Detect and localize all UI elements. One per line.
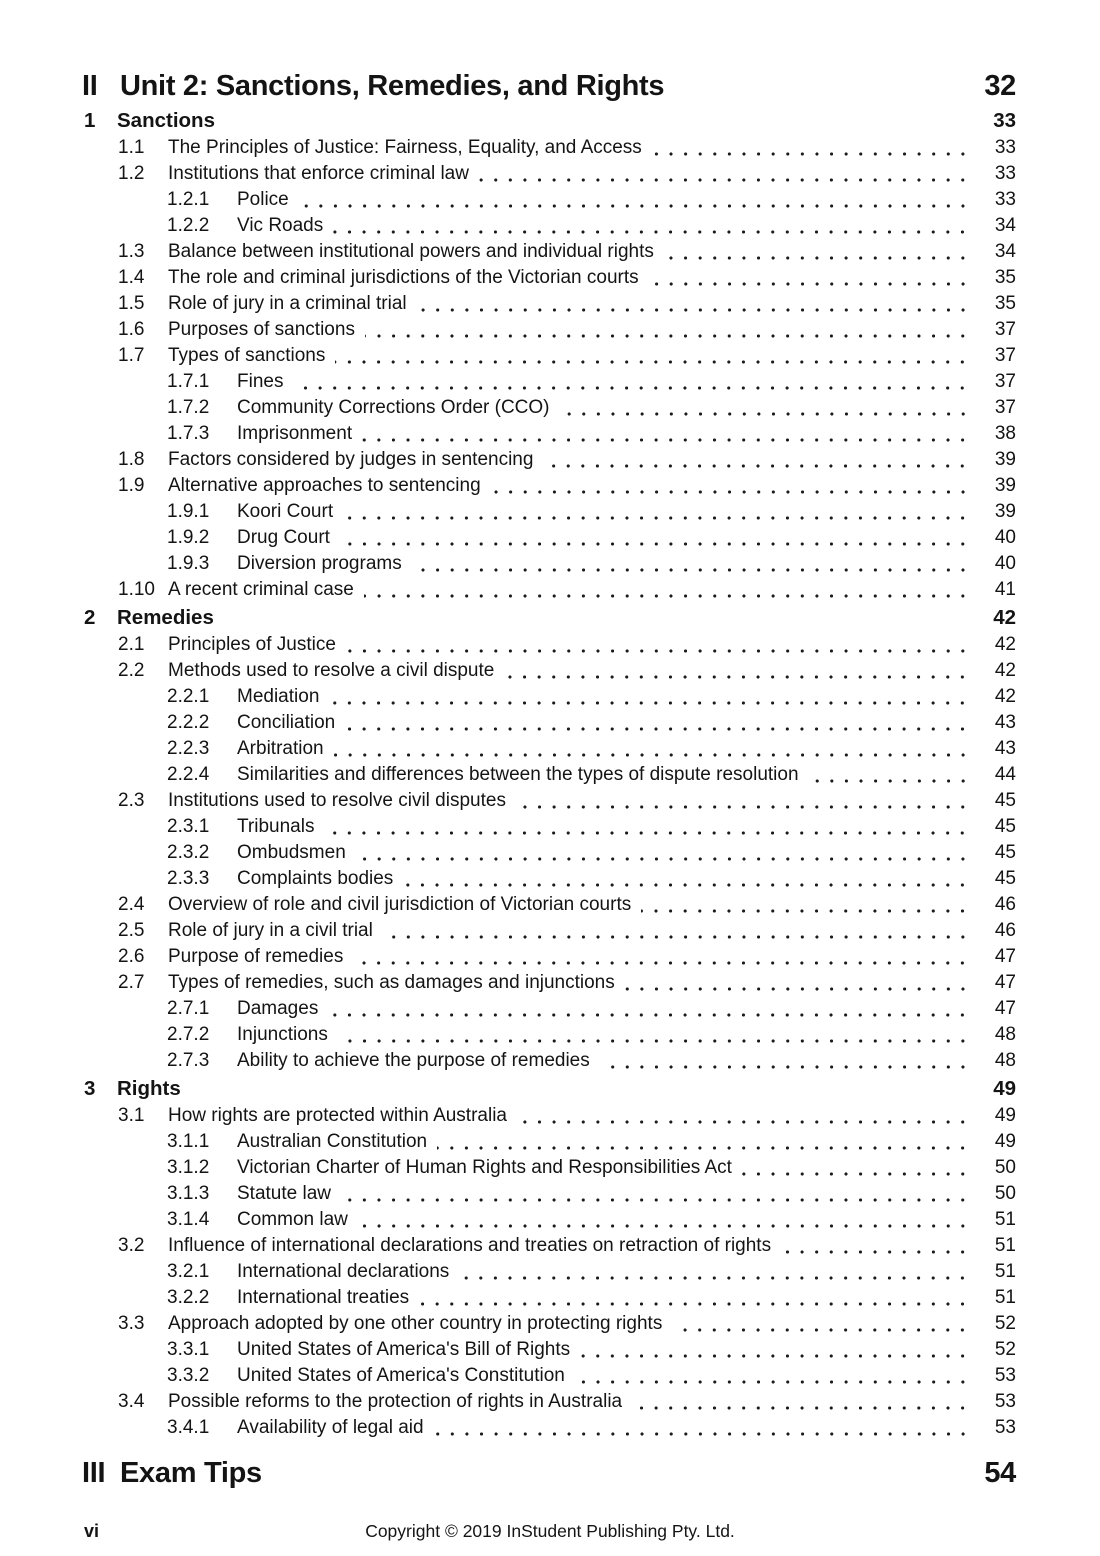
toc-entry-1.9.1[interactable] [0, 499, 1016, 525]
folio-page-number: vi [84, 1521, 100, 1541]
entry-number: 3.2.2 [167, 1287, 210, 1308]
toc-entry-2.5[interactable] [0, 918, 1016, 944]
entry-page: 37 [994, 319, 1016, 340]
entry-title: Common law [237, 1209, 348, 1230]
entry-title: How rights are protected within Australia [168, 1105, 507, 1126]
dot-leader [672, 1328, 970, 1332]
dot-leader [362, 438, 970, 442]
toc-entry-1.2.2[interactable] [0, 213, 1016, 239]
dot-leader [437, 1146, 970, 1150]
entry-number: 2.2.4 [167, 764, 210, 785]
dot-leader [504, 675, 970, 679]
entry-page: 42 [994, 686, 1016, 707]
entry-number: 1.2.1 [167, 189, 210, 210]
entry-title: Purpose of remedies [168, 946, 344, 967]
dot-leader [652, 152, 970, 156]
entry-title: Victorian Charter of Human Rights and Responsibilities Act [237, 1157, 732, 1178]
toc-entry-1[interactable] [0, 106, 1016, 135]
toc-entry-3.1.3[interactable] [0, 1181, 1016, 1207]
entry-title: Tribunals [237, 816, 315, 837]
entry-page: 46 [994, 894, 1016, 915]
entry-title: Australian Constitution [237, 1131, 428, 1152]
entry-page: 37 [994, 397, 1016, 418]
entry-page: 33 [994, 137, 1016, 158]
toc-entry-3.4.1[interactable] [0, 1415, 1016, 1441]
entry-number: 3 [84, 1077, 96, 1100]
entry-title: Alternative approaches to sentencing [168, 475, 481, 496]
entry-title: A recent criminal case [168, 579, 354, 600]
dot-leader [560, 412, 971, 416]
dot-leader [272, 1484, 970, 1488]
toc-entry-2.6[interactable] [0, 944, 1016, 970]
toc-entry-1.4[interactable] [0, 265, 1016, 291]
entry-page: 53 [994, 1391, 1016, 1412]
entry-number: 1.9.3 [167, 553, 210, 574]
entry-title: Drug Court [237, 527, 330, 548]
entry-number: 1.7.2 [167, 397, 210, 418]
entry-page: 40 [994, 553, 1016, 574]
entry-title: Ability to achieve the purpose of remedies [237, 1050, 590, 1071]
entry-page: 45 [994, 790, 1016, 811]
entry-title: Institutions that enforce criminal law [168, 163, 469, 184]
toc-entry-1.2[interactable] [0, 161, 1016, 187]
dot-leader [600, 1065, 970, 1069]
dot-leader [365, 334, 970, 338]
dot-leader [575, 1380, 970, 1384]
toc-entry-3.3.2[interactable] [0, 1363, 1016, 1389]
entry-title: Conciliation [237, 712, 336, 733]
entry-number: 1.9.1 [167, 501, 210, 522]
entry-number: 2.7 [118, 972, 145, 993]
entry-number: 2.2 [118, 660, 145, 681]
dot-leader [383, 935, 970, 939]
toc-entry-3.1[interactable] [0, 1103, 1016, 1129]
dot-leader [479, 178, 970, 182]
entry-page: 49 [993, 1077, 1016, 1100]
entry-title: Police [237, 189, 289, 210]
entry-number: 1.2.2 [167, 215, 210, 236]
entry-title: Fines [237, 371, 284, 392]
toc-entry-1.7.2[interactable] [0, 395, 1016, 421]
entry-title: Role of jury in a civil trial [168, 920, 373, 941]
dot-leader [434, 1432, 970, 1436]
dot-leader [459, 1276, 970, 1280]
toc-entry-2.3.2[interactable] [0, 840, 1016, 866]
dot-leader [412, 568, 970, 572]
entry-title: Principles of Justice [168, 634, 336, 655]
entry-page: 47 [994, 946, 1016, 967]
entry-title: International treaties [237, 1287, 410, 1308]
entry-number: 1.1 [118, 137, 145, 158]
dot-leader [338, 1039, 970, 1043]
entry-number: 3.3.1 [167, 1339, 210, 1360]
toc-entry-1.5[interactable] [0, 291, 1016, 317]
entry-page: 48 [994, 1024, 1016, 1045]
entry-page: 39 [994, 449, 1016, 470]
entry-title: Availability of legal aid [237, 1417, 424, 1438]
toc-entry-2[interactable] [0, 603, 1016, 632]
entry-number: 2.2.1 [167, 686, 210, 707]
entry-page: 39 [994, 501, 1016, 522]
entry-title: Overview of role and civil jurisdiction of Victorian courts [168, 894, 632, 915]
entry-page: 42 [994, 660, 1016, 681]
dot-leader [346, 649, 970, 653]
toc-entry-1.10[interactable] [0, 577, 1016, 603]
toc-entry-1.9.3[interactable] [0, 551, 1016, 577]
entry-title: Approach adopted by one other country in protecting rights [168, 1313, 663, 1334]
entry-page: 51 [994, 1261, 1016, 1282]
dot-leader [632, 1406, 970, 1410]
toc-entry-2.1[interactable] [0, 632, 1016, 658]
entry-number: 3.2.1 [167, 1261, 210, 1282]
entry-number: 1.7.3 [167, 423, 210, 444]
page-footer [0, 1518, 1100, 1548]
dot-leader [742, 1172, 970, 1176]
toc-entry-1.1[interactable] [0, 135, 1016, 161]
toc-entry-3[interactable] [0, 1074, 1016, 1103]
dot-leader [345, 727, 970, 731]
entry-title: Mediation [237, 686, 320, 707]
entry-page: 37 [994, 345, 1016, 366]
entry-page: 42 [993, 606, 1016, 629]
entry-page: 33 [994, 163, 1016, 184]
entry-number: 2.2.3 [167, 738, 210, 759]
dot-leader [335, 360, 970, 364]
entry-title: Imprisonment [237, 423, 353, 444]
entry-page: 39 [994, 475, 1016, 496]
entry-page: 41 [994, 579, 1016, 600]
entry-title: Community Corrections Order (CCO) [237, 397, 550, 418]
entry-page: 34 [994, 241, 1016, 262]
entry-title: Injunctions [237, 1024, 328, 1045]
dot-leader [333, 230, 970, 234]
toc-entry-1.7[interactable] [0, 343, 1016, 369]
toc-entry-2.7.3[interactable] [0, 1048, 1016, 1074]
entry-page: 50 [994, 1157, 1016, 1178]
entry-number: III [82, 1457, 106, 1489]
entry-page: 51 [994, 1209, 1016, 1230]
toc-entry-3.2[interactable] [0, 1233, 1016, 1259]
entry-page: 33 [993, 109, 1016, 132]
toc-entry-1.9[interactable] [0, 473, 1016, 499]
toc-entry-2.2.1[interactable] [0, 684, 1016, 710]
entry-title: Koori Court [237, 501, 334, 522]
dot-leader [356, 857, 970, 861]
dot-leader [781, 1250, 970, 1254]
toc-entry-3.2.1[interactable] [0, 1259, 1016, 1285]
entry-number: 2.6 [118, 946, 145, 967]
entry-number: 3.3 [118, 1313, 145, 1334]
entry-page: 52 [994, 1313, 1016, 1334]
entry-number: 1.5 [118, 293, 145, 314]
dot-leader [328, 1013, 970, 1017]
entry-number: 1.9.2 [167, 527, 210, 548]
toc-entry-1.6[interactable] [0, 317, 1016, 343]
entry-title: Rights [117, 1077, 181, 1100]
entry-page: 35 [994, 267, 1016, 288]
entry-page: 32 [984, 70, 1016, 102]
entry-number: 3.4 [118, 1391, 145, 1412]
entry-title: Unit 2: Sanctions, Remedies, and Rights [120, 70, 665, 102]
toc-entry-2.2.2[interactable] [0, 710, 1016, 736]
entry-title: United States of America's Constitution [237, 1365, 565, 1386]
entry-title: The role and criminal jurisdictions of the Victorian courts [168, 267, 639, 288]
dot-leader [543, 464, 970, 468]
entry-number: 1.9 [118, 475, 145, 496]
entry-page: 42 [994, 634, 1016, 655]
toc-entry-3.3[interactable] [0, 1311, 1016, 1337]
toc-entry-3.3.1[interactable] [0, 1337, 1016, 1363]
toc-entry-2.2.3[interactable] [0, 736, 1016, 762]
entry-page: 40 [994, 527, 1016, 548]
entry-number: 2.2.2 [167, 712, 210, 733]
entry-number: 1.4 [118, 267, 145, 288]
entry-page: 46 [994, 920, 1016, 941]
entry-number: 2.7.2 [167, 1024, 210, 1045]
entry-number: 1.6 [118, 319, 145, 340]
entry-number: 1.7.1 [167, 371, 210, 392]
dot-leader [324, 831, 970, 835]
entry-number: 1.3 [118, 241, 145, 262]
entry-page: 49 [994, 1105, 1016, 1126]
entry-title: Influence of international declarations and treaties on retraction of rights [168, 1235, 772, 1256]
dot-leader [341, 1198, 970, 1202]
entry-page: 37 [994, 371, 1016, 392]
entry-number: 2.3.2 [167, 842, 210, 863]
entry-page: 33 [994, 189, 1016, 210]
entry-page: 49 [994, 1131, 1016, 1152]
entry-number: 3.4.1 [167, 1417, 210, 1438]
entry-title: International declarations [237, 1261, 450, 1282]
entry-page: 45 [994, 868, 1016, 889]
entry-title: Complaints bodies [237, 868, 394, 889]
entry-number: 2.5 [118, 920, 145, 941]
toc-entry-2.2[interactable] [0, 658, 1016, 684]
entry-number: 3.1.4 [167, 1209, 210, 1230]
dot-leader [664, 256, 970, 260]
dot-leader [517, 1120, 970, 1124]
entry-page: 34 [994, 215, 1016, 236]
dot-leader [334, 753, 970, 757]
entry-page: 54 [984, 1457, 1016, 1489]
entry-number: 2.3.3 [167, 868, 210, 889]
dot-leader [417, 308, 970, 312]
entry-number: 1.8 [118, 449, 145, 470]
toc-entry-3.1.1[interactable] [0, 1129, 1016, 1155]
entry-title: Balance between institutional powers and individual rights [168, 241, 654, 262]
dot-leader [358, 1224, 970, 1228]
toc-entry-3.2.2[interactable] [0, 1285, 1016, 1311]
dot-leader [293, 386, 970, 390]
entry-page: 45 [994, 816, 1016, 837]
dot-leader [225, 126, 970, 130]
entry-title: Similarities and differences between the types of dispute resolution [237, 764, 799, 785]
dot-leader [580, 1354, 970, 1358]
entry-title: Types of remedies, such as damages and injunctions [168, 972, 615, 993]
entry-page: 51 [994, 1235, 1016, 1256]
entry-page: 51 [994, 1287, 1016, 1308]
toc-entry-2.7.1[interactable] [0, 996, 1016, 1022]
toc-entry-1.7.3[interactable] [0, 421, 1016, 447]
entry-page: 50 [994, 1183, 1016, 1204]
dot-leader [353, 961, 970, 965]
entry-title: The Principles of Justice: Fairness, Equality, and Access [168, 137, 642, 158]
dot-leader [364, 594, 970, 598]
entry-page: 47 [994, 998, 1016, 1019]
dot-leader [191, 1094, 970, 1098]
entry-title: Statute law [237, 1183, 331, 1204]
dot-leader [343, 516, 970, 520]
entry-page: 44 [994, 764, 1016, 785]
entry-number: 1.2 [118, 163, 145, 184]
entry-title: Role of jury in a criminal trial [168, 293, 407, 314]
entry-page: 43 [994, 738, 1016, 759]
dot-leader [329, 701, 970, 705]
dot-leader [419, 1302, 970, 1306]
dot-leader [340, 542, 970, 546]
toc-entry-1.8[interactable] [0, 447, 1016, 473]
entry-title: Diversion programs [237, 553, 402, 574]
entry-title: Arbitration [237, 738, 324, 759]
dot-leader [674, 97, 970, 101]
dot-leader [299, 204, 970, 208]
entry-page: 35 [994, 293, 1016, 314]
entry-number: 2.3.1 [167, 816, 210, 837]
entry-title: Factors considered by judges in sentencing [168, 449, 534, 470]
toc-entry-1.2.1[interactable] [0, 187, 1016, 213]
toc-entry-2.7.2[interactable] [0, 1022, 1016, 1048]
entry-page: 52 [994, 1339, 1016, 1360]
toc-entry-2.7[interactable] [0, 970, 1016, 996]
entry-title: Purposes of sanctions [168, 319, 355, 340]
entry-number: 2.3 [118, 790, 145, 811]
dot-leader [403, 883, 970, 887]
entry-number: 2.4 [118, 894, 145, 915]
entry-number: II [82, 70, 98, 102]
entry-title: United States of America's Bill of Rights [237, 1339, 571, 1360]
dot-leader [641, 909, 970, 913]
entry-page: 43 [994, 712, 1016, 733]
entry-title: Remedies [117, 606, 214, 629]
toc-entry-1.3[interactable] [0, 239, 1016, 265]
toc-entry-2.3.3[interactable] [0, 866, 1016, 892]
entry-number: 3.1.1 [167, 1131, 210, 1152]
dot-leader [809, 779, 970, 783]
entry-number: 1.7 [118, 345, 145, 366]
dot-leader [224, 623, 970, 627]
entry-page: 53 [994, 1417, 1016, 1438]
entry-number: 3.1 [118, 1105, 145, 1126]
entry-number: 3.3.2 [167, 1365, 210, 1386]
entry-number: 3.2 [118, 1235, 145, 1256]
entry-page: 48 [994, 1050, 1016, 1071]
entry-title: Sanctions [117, 109, 215, 132]
entry-page: 47 [994, 972, 1016, 993]
entry-number: 1.10 [118, 579, 155, 600]
toc-entry-1.7.1[interactable] [0, 369, 1016, 395]
entry-title: Damages [237, 998, 319, 1019]
toc-entry-3.1.4[interactable] [0, 1207, 1016, 1233]
entry-number: 2 [84, 606, 96, 629]
toc-entry-II[interactable] [0, 66, 1016, 106]
toc-entry-1.9.2[interactable] [0, 525, 1016, 551]
entry-title: Institutions used to resolve civil disputes [168, 790, 506, 811]
dot-leader [649, 282, 970, 286]
dot-leader [625, 987, 970, 991]
toc-entry-3.4[interactable] [0, 1389, 1016, 1415]
dot-leader [516, 805, 970, 809]
entry-title: Exam Tips [120, 1457, 262, 1489]
entry-number: 1 [84, 109, 96, 132]
entry-page: 45 [994, 842, 1016, 863]
entry-title: Vic Roads [237, 215, 324, 236]
toc-entry-2.3[interactable] [0, 788, 1016, 814]
entry-title: Possible reforms to the protection of rights in Australia [168, 1391, 623, 1412]
entry-page: 53 [994, 1365, 1016, 1386]
toc-entry-2.4[interactable] [0, 892, 1016, 918]
entry-title: Types of sanctions [168, 345, 326, 366]
entry-title: Ombudsmen [237, 842, 346, 863]
toc-entry-3.1.2[interactable] [0, 1155, 1016, 1181]
toc-entry-2.3.1[interactable] [0, 814, 1016, 840]
entry-number: 2.1 [118, 634, 145, 655]
toc-entry-III[interactable] [0, 1453, 1016, 1493]
entry-title: Methods used to resolve a civil dispute [168, 660, 495, 681]
entry-number: 2.7.3 [167, 1050, 210, 1071]
entry-page: 38 [994, 423, 1016, 444]
dot-leader [491, 490, 970, 494]
entry-number: 3.1.3 [167, 1183, 210, 1204]
entry-number: 3.1.2 [167, 1157, 210, 1178]
toc-entry-2.2.4[interactable] [0, 762, 1016, 788]
copyright-text: Copyright © 2019 InStudent Publishing Pty. Ltd. [365, 1521, 735, 1541]
entry-number: 2.7.1 [167, 998, 210, 1019]
